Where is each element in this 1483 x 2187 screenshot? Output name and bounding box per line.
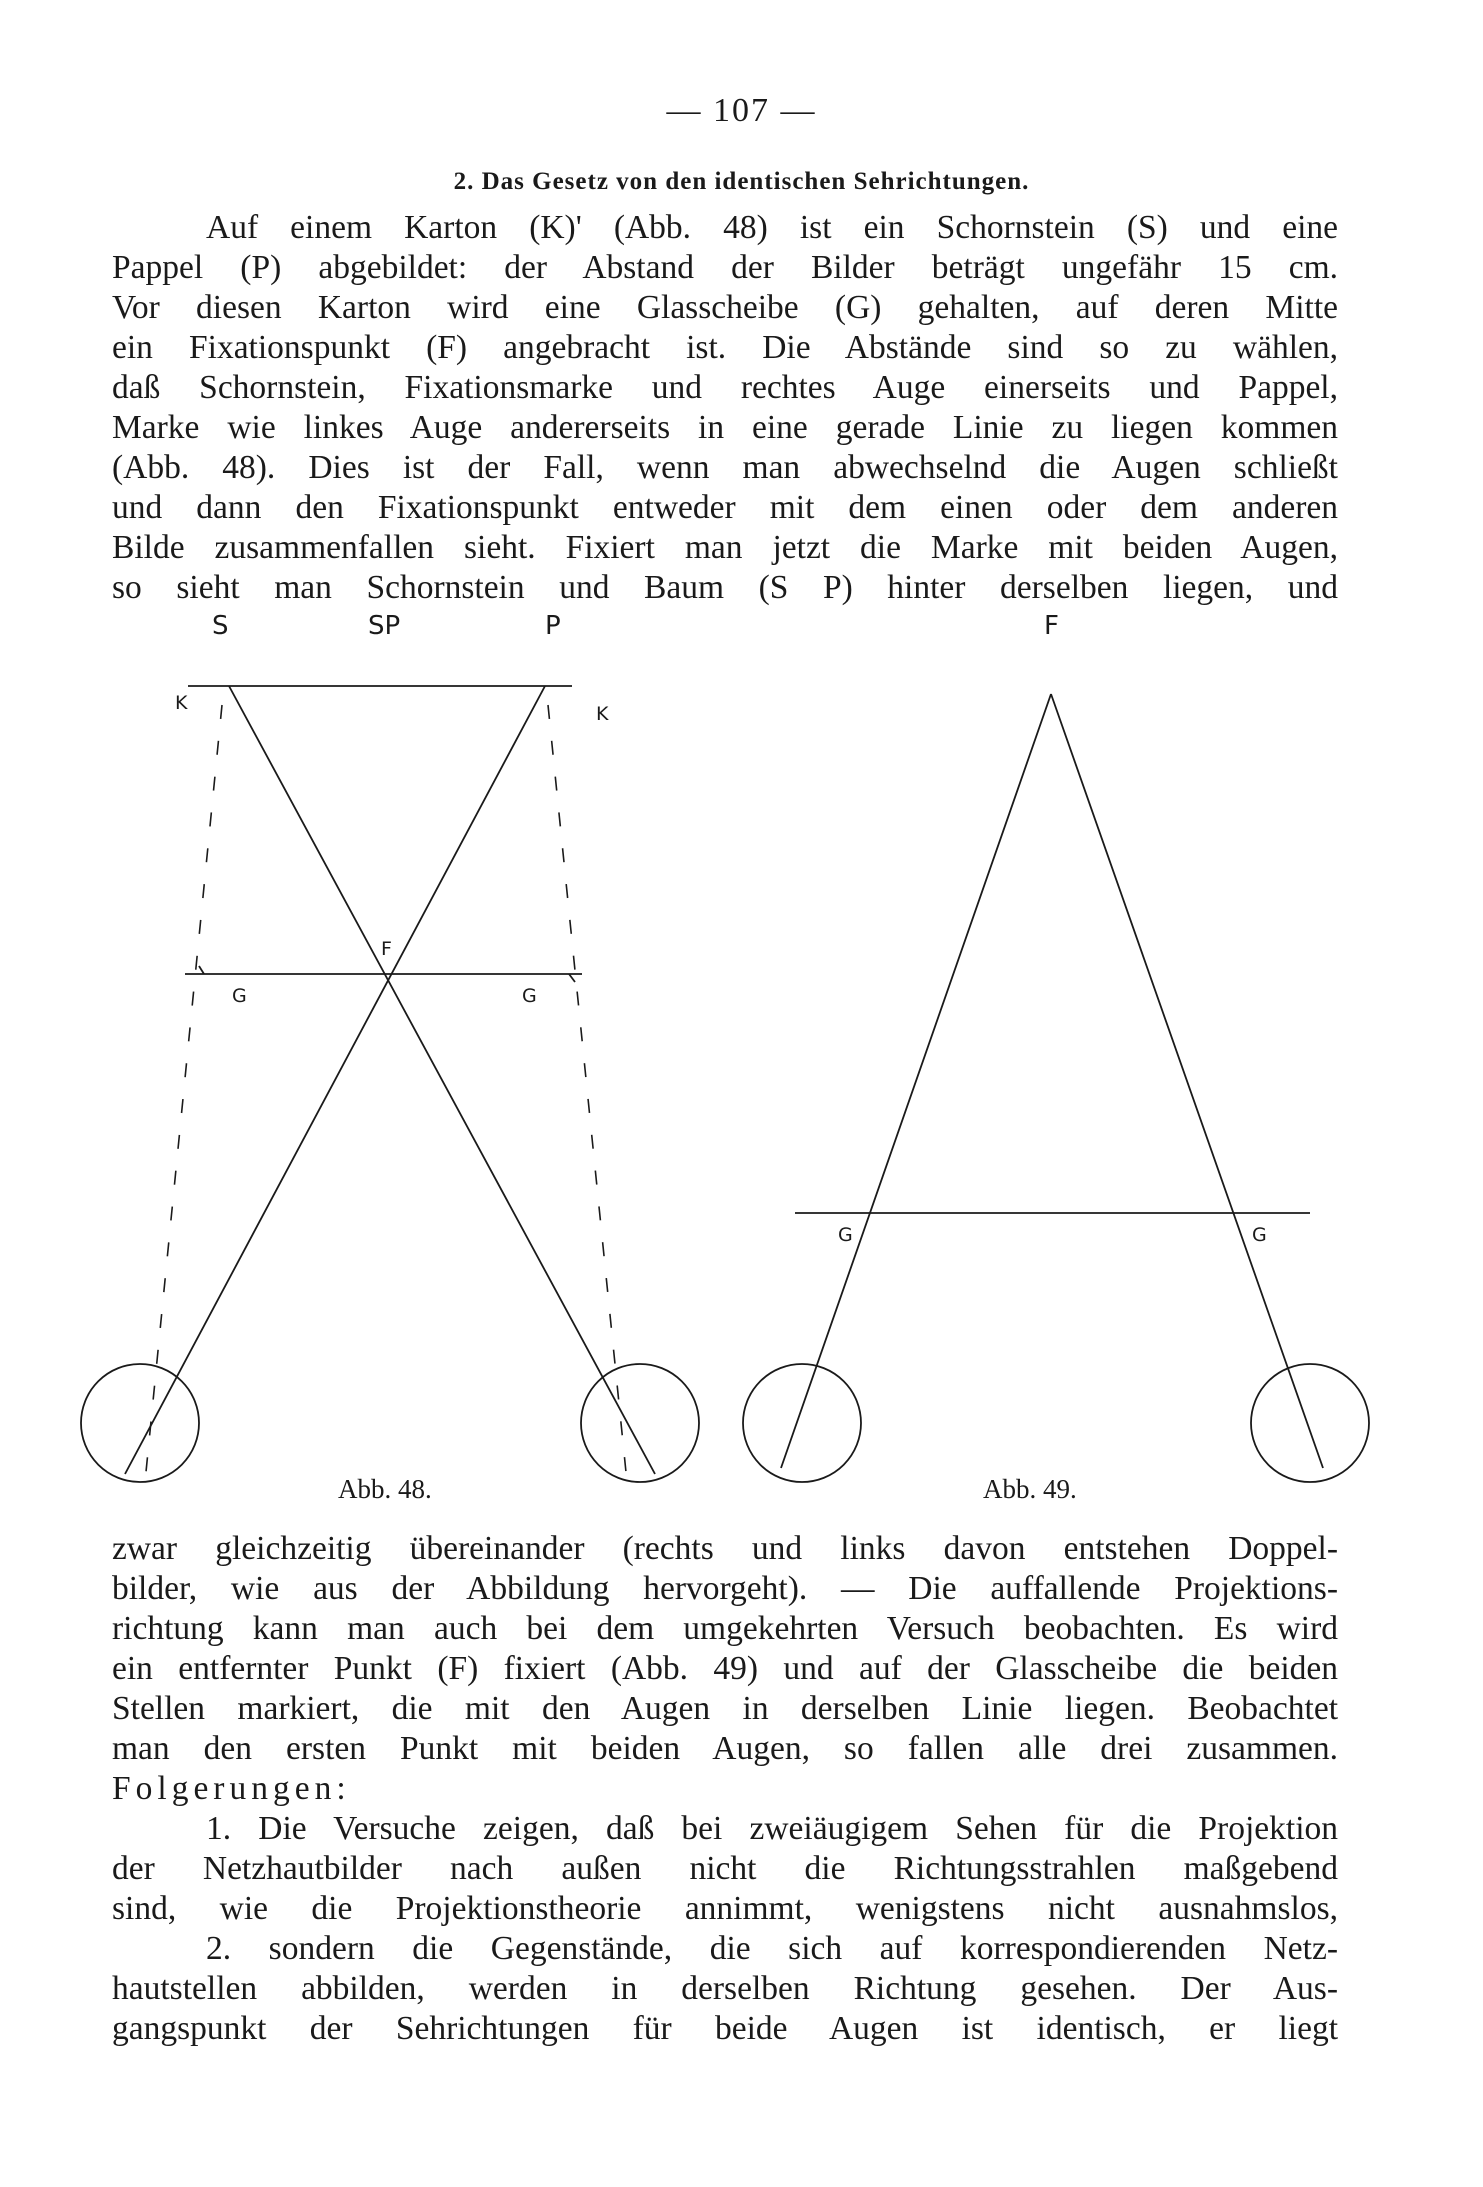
caption-abb-48: Abb. 48.: [338, 1474, 432, 1504]
section-heading: 2. Das Gesetz von den identischen Sehrichtungen.: [453, 168, 1030, 195]
label-k-right: K: [596, 703, 609, 725]
text-line: sind, wie die Projektionstheorie annimmt, wenigstens nicht ausnahmslos,: [112, 1890, 1338, 1927]
label-f-49: F: [1044, 611, 1059, 641]
text-line: richtung kann man auch bei dem umgekehrten Versuch beobachten. Es wird: [112, 1610, 1338, 1647]
label-f: F: [381, 938, 392, 960]
right-eye-48: [581, 1364, 699, 1482]
ray-right-eye-49: [1051, 694, 1323, 1468]
caption-abb-49: Abb. 49.: [983, 1474, 1077, 1504]
paragraph-2: [112, 1529, 1338, 2049]
label-g-left-49: G: [838, 1224, 853, 1246]
label-p: P: [545, 611, 561, 641]
ray-s-right-eye: [229, 686, 655, 1474]
right-eye-49: [1251, 1364, 1369, 1482]
text-line: ein Fixationspunkt (F) angebracht ist. Die Abstände sind so zu wählen,: [112, 329, 1338, 366]
label-g-left: G: [232, 985, 247, 1007]
dashed-line-right: [548, 705, 627, 1482]
text-line: Auf einem Karton (K)' (Abb. 48) ist ein Schornstein (S) und eine: [206, 209, 1338, 246]
label-sp: SP: [368, 611, 401, 641]
label-k-left: K: [175, 692, 188, 714]
left-eye-49: [743, 1364, 861, 1482]
label-g-right: G: [522, 985, 537, 1007]
text-line: hautstellen abbilden, werden in derselben Richtung gesehen. Der Aus-: [112, 1970, 1338, 2007]
figures: [0, 610, 1483, 1510]
text-line: ein entfernter Punkt (F) fixiert (Abb. 49) und auf der Glasscheibe die beiden: [112, 1650, 1338, 1687]
text-line: Bilde zusammenfallen sieht. Fixiert man jetzt die Marke mit beiden Augen,: [112, 529, 1338, 566]
list-item-1: 1. Die Versuche zeigen, daß bei zweiäugigem Sehen für die Projektion: [206, 1810, 1338, 1847]
page-number: — 107 —: [666, 92, 817, 129]
ray-left-eye-49: [781, 694, 1051, 1468]
paragraph-1: [112, 208, 1338, 608]
text-line: daß Schornstein, Fixationsmarke und rechtes Auge einerseits und Pappel,: [112, 369, 1338, 406]
label-s: S: [212, 611, 229, 641]
text-line: Marke wie linkes Auge andererseits in eine gerade Linie zu liegen kommen: [112, 409, 1338, 446]
text-line: der Netzhautbilder nach außen nicht die Richtungsstrahlen maßgebend: [112, 1850, 1338, 1887]
text-line: man den ersten Punkt mit beiden Augen, so fallen alle drei zusammen.: [112, 1730, 1338, 1767]
glass-tick: [199, 966, 204, 974]
ray-p-left-eye: [125, 686, 545, 1474]
folgerungen-heading: Folgerungen:: [112, 1770, 351, 1807]
text-line: Vor diesen Karton wird eine Glasscheibe (G) gehalten, auf deren Mitte: [112, 289, 1338, 326]
text-line: zwar gleichzeitig übereinander (rechts und links davon entstehen Doppel-: [112, 1530, 1338, 1567]
text-line: so sieht man Schornstein und Baum (S P) hinter derselben liegen, und: [112, 569, 1338, 606]
figure-48: [81, 686, 699, 1482]
text-line: (Abb. 48). Dies ist der Fall, wenn man abwechselnd die Augen schließt: [112, 449, 1338, 486]
glass-tick: [569, 974, 575, 982]
left-eye-48: [81, 1364, 199, 1482]
label-g-right-49: G: [1252, 1224, 1267, 1246]
text-line: gangspunkt der Sehrichtungen für beide Augen ist identisch, er liegt: [112, 2010, 1338, 2047]
text-line: bilder, wie aus der Abbildung hervorgeht). — Die auffallende Projektions-: [112, 1570, 1338, 1607]
list-item-2: 2. sondern die Gegenstände, die sich auf korrespondierenden Netz-: [206, 1930, 1338, 1967]
text-line: Stellen markiert, die mit den Augen in derselben Linie liegen. Beobachtet: [112, 1690, 1338, 1727]
text-line: und dann den Fixationspunkt entweder mit dem einen oder dem anderen: [112, 489, 1338, 526]
text-line: Pappel (P) abgebildet: der Abstand der Bilder beträgt ungefähr 15 cm.: [112, 249, 1338, 286]
figure-49: [743, 694, 1369, 1482]
